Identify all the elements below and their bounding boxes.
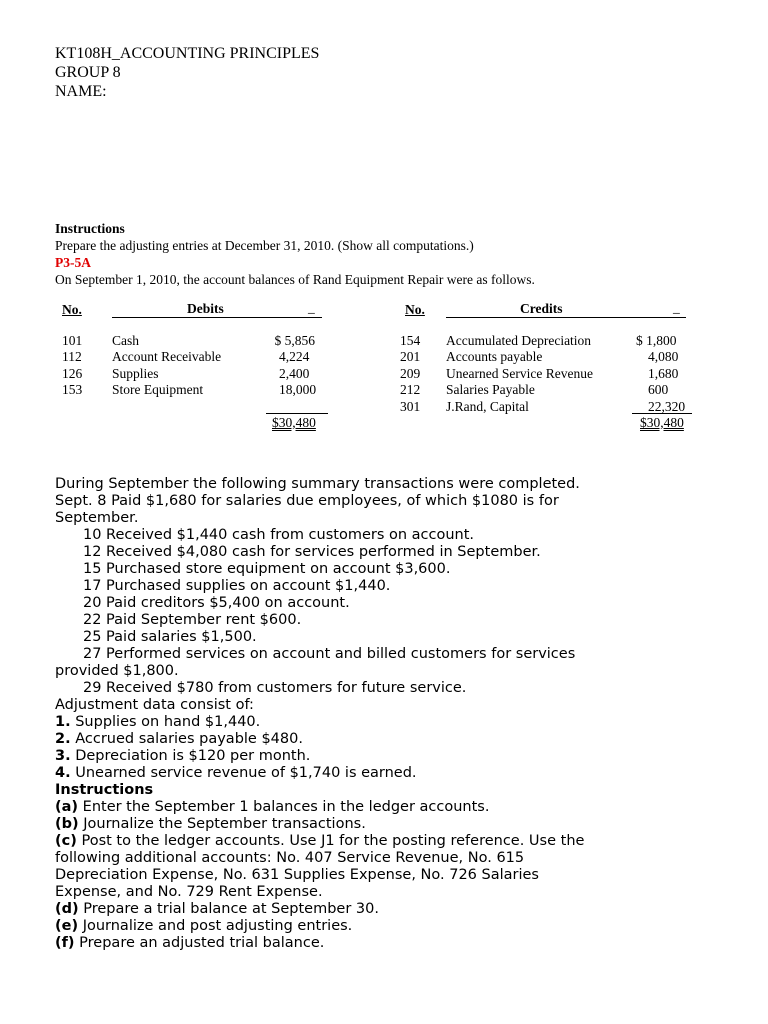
credit-account-accum-depr: Accumulated Depreciation (446, 333, 592, 348)
group-label: GROUP 8 (55, 64, 121, 81)
debit-amount-store-equipment: 18,000 (279, 382, 317, 397)
adjustment-1: 1. Supplies on hand $1,440. (55, 714, 261, 730)
debit-account-store-equipment: Store Equipment (112, 382, 204, 397)
debit-no-153: 153 (62, 382, 83, 397)
adjustment-2: 2. Accrued salaries payable $480. (55, 731, 303, 747)
transactions-intro: During September the following summary transactions were completed. (55, 476, 580, 492)
transaction-12: 12 Received $4,080 cash for services performed in September. (83, 544, 541, 560)
adjustments-intro: Adjustment data consist of: (55, 697, 254, 713)
instruction-c-4: Expense, and No. 729 Rent Expense. (55, 884, 323, 900)
instruction-b: (b) Journalize the September transactions. (55, 816, 366, 832)
transaction-27-a: 27 Performed services on account and billed customers for services (83, 646, 576, 662)
debit-amount-receivable: 4,224 (279, 349, 310, 364)
credit-account-payable: Accounts payable (446, 349, 543, 364)
instruction-f: (f) Prepare an adjusted trial balance. (55, 935, 325, 951)
credit-no-201: 201 (400, 349, 421, 364)
balances-intro: On September 1, 2010, the account balances of Rand Equipment Repair were as follows. (55, 272, 535, 287)
transaction-25: 25 Paid salaries $1,500. (83, 629, 257, 645)
credits-table (0, 0, 768, 440)
credit-amount-accum-depr: $ 1,800 (636, 333, 677, 348)
instruction-c-3: Depreciation Expense, No. 631 Supplies Expense, No. 726 Salaries (55, 867, 539, 883)
prepare-text: Prepare the adjusting entries at December 31, 2010. (Show all computations.) (55, 238, 474, 253)
debit-amount-cash: $ 5,856 (274, 333, 315, 348)
credit-amount-payable: 4,080 (648, 349, 679, 364)
debit-amount-supplies: 2,400 (279, 366, 310, 381)
problem-body (55, 476, 675, 952)
instruction-a: (a) Enter the September 1 balances in the ledger accounts. (55, 799, 490, 815)
problem-id: P3-5A (55, 255, 91, 270)
name-label: NAME: (55, 83, 107, 100)
adjustment-4: 4. Unearned service revenue of $1,740 is earned. (55, 765, 417, 781)
debit-account-supplies: Supplies (112, 366, 159, 381)
instruction-c-1: (c) Post to the ledger accounts. Use J1 for the posting reference. Use the (55, 833, 585, 849)
credit-no-212: 212 (400, 382, 421, 397)
credits-col-no: No. (405, 302, 425, 317)
credits-col-blank: _ (673, 300, 680, 315)
credit-account-salaries-payable: Salaries Payable (446, 382, 535, 397)
instructions-heading: Instructions (55, 221, 125, 236)
credits-total: $30,480 (640, 415, 684, 430)
debits-total: $30,480 (272, 415, 316, 430)
transaction-sept-8-a: Sept. 8 Paid $1,680 for salaries due employees, of which $1080 is for (55, 493, 559, 509)
credits-col-title: Credits (520, 301, 563, 316)
debits-col-no: No. (62, 302, 82, 317)
instructions-heading-2: Instructions (55, 782, 154, 798)
adjustment-3: 3. Depreciation is $120 per month. (55, 748, 311, 764)
debit-no-126: 126 (62, 366, 83, 381)
transaction-22: 22 Paid September rent $600. (83, 612, 302, 628)
debits-col-title: Debits (187, 301, 224, 316)
debit-account-receivable: Account Receivable (112, 349, 222, 364)
credit-amount-salaries-payable: 600 (648, 382, 669, 397)
credit-amount-unearned: 1,680 (648, 366, 679, 381)
credit-no-301: 301 (400, 399, 421, 414)
transaction-10: 10 Received $1,440 cash from customers on account. (83, 527, 475, 543)
credit-no-154: 154 (400, 333, 421, 348)
transaction-29: 29 Received $780 from customers for future service. (83, 680, 467, 696)
instruction-d: (d) Prepare a trial balance at September 30. (55, 901, 379, 917)
transaction-15: 15 Purchased store equipment on account $3,600. (83, 561, 451, 577)
instruction-e: (e) Journalize and post adjusting entries. (55, 918, 353, 934)
transaction-17: 17 Purchased supplies on account $1,440. (83, 578, 391, 594)
debit-no-112: 112 (62, 349, 82, 364)
debit-account-cash: Cash (112, 333, 139, 348)
instruction-c-2: following additional accounts: No. 407 Service Revenue, No. 615 (55, 850, 525, 866)
credit-account-unearned: Unearned Service Revenue (446, 366, 593, 381)
credit-no-209: 209 (400, 366, 421, 381)
debits-col-blank: _ (308, 300, 315, 315)
transaction-27-b: provided $1,800. (55, 663, 179, 679)
credit-amount-capital: 22,320 (648, 399, 686, 414)
transaction-20: 20 Paid creditors $5,400 on account. (83, 595, 350, 611)
credit-account-capital: J.Rand, Capital (446, 399, 529, 414)
transaction-sept-8-b: September. (55, 510, 139, 526)
course-title: KT108H_ACCOUNTING PRINCIPLES (55, 45, 320, 62)
debit-no-101: 101 (62, 333, 83, 348)
